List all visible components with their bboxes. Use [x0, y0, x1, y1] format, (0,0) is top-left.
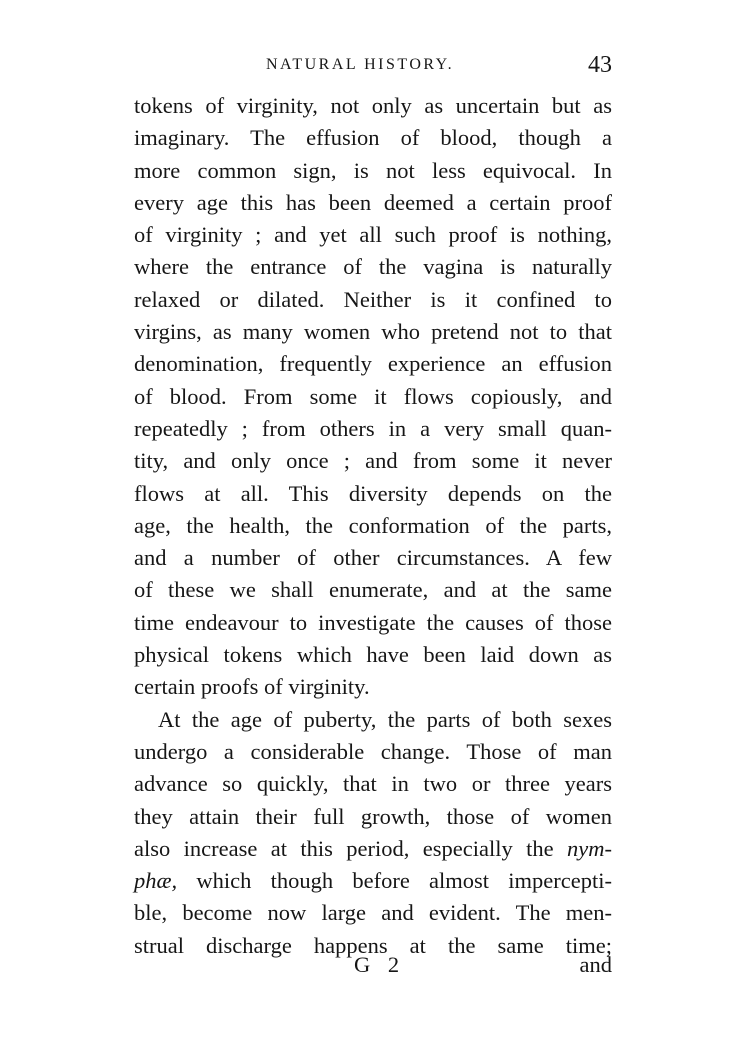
text-line: of blood. From some it flows copiously, and: [134, 383, 612, 409]
text-line: of virginity ; and yet all such proof is nothing,: [134, 222, 612, 248]
text-line: more common sign, is not less equivocal. In: [134, 157, 612, 183]
text-line: tokens of virginity, not only as uncertain but as: [134, 93, 612, 118]
text-line: tity, and only once ; and from some it never: [134, 448, 612, 474]
text-line: certain proofs of virginity.: [134, 674, 370, 700]
text-line: time endeavour to investigate the causes of those: [134, 609, 612, 635]
running-head: [134, 52, 612, 82]
text-line-with-italic: [134, 833, 612, 865]
text-line: strual discharge happens at the same time;: [134, 932, 612, 958]
text-line: flows at all. This diversity depends on the: [134, 480, 612, 506]
text-line: virgins, as many women who pretend not to that: [134, 319, 612, 345]
page-number: 43: [588, 52, 612, 78]
text-line: At the age of puberty, the parts of both sexes: [158, 706, 612, 732]
catchword: and: [579, 952, 612, 977]
text-line: relaxed or dilated. Neither is it confined to: [134, 286, 612, 312]
text-line: imaginary. The effusion of blood, though a: [134, 125, 612, 151]
signature-mark: G 2: [354, 952, 406, 977]
text-line: and a number of other circumstances. A few: [134, 545, 612, 571]
text-line-with-italic: [134, 865, 612, 897]
text-fragment: also increase at this period, especially the: [134, 835, 554, 861]
text-line: where the entrance of the vagina is naturally: [134, 254, 612, 280]
page-footer: [134, 952, 612, 982]
text-line: repeatedly ; from others in a very small quan-: [134, 415, 612, 441]
text-line: age, the health, the conformation of the parts,: [134, 512, 612, 538]
text-line: denomination, frequently experience an effusion: [134, 351, 612, 377]
text-line: undergo a considerable change. Those of man: [134, 738, 612, 764]
text-line: advance so quickly, that in two or three years: [134, 771, 612, 797]
text-line: physical tokens which have been laid down as: [134, 642, 612, 668]
running-title: NATURAL HISTORY.: [266, 56, 455, 73]
text-fragment: which though before almost impercepti-: [177, 868, 612, 894]
text-line: of these we shall enumerate, and at the same: [134, 577, 612, 603]
italic-term: phæ,: [134, 868, 178, 894]
italic-term: nym-: [567, 835, 612, 861]
text-line: ble, become now large and evident. The men-: [134, 900, 612, 926]
text-line: every age this has been deemed a certain proof: [134, 189, 612, 215]
text-line: they attain their full growth, those of women: [134, 803, 612, 829]
body-text: [134, 90, 612, 962]
